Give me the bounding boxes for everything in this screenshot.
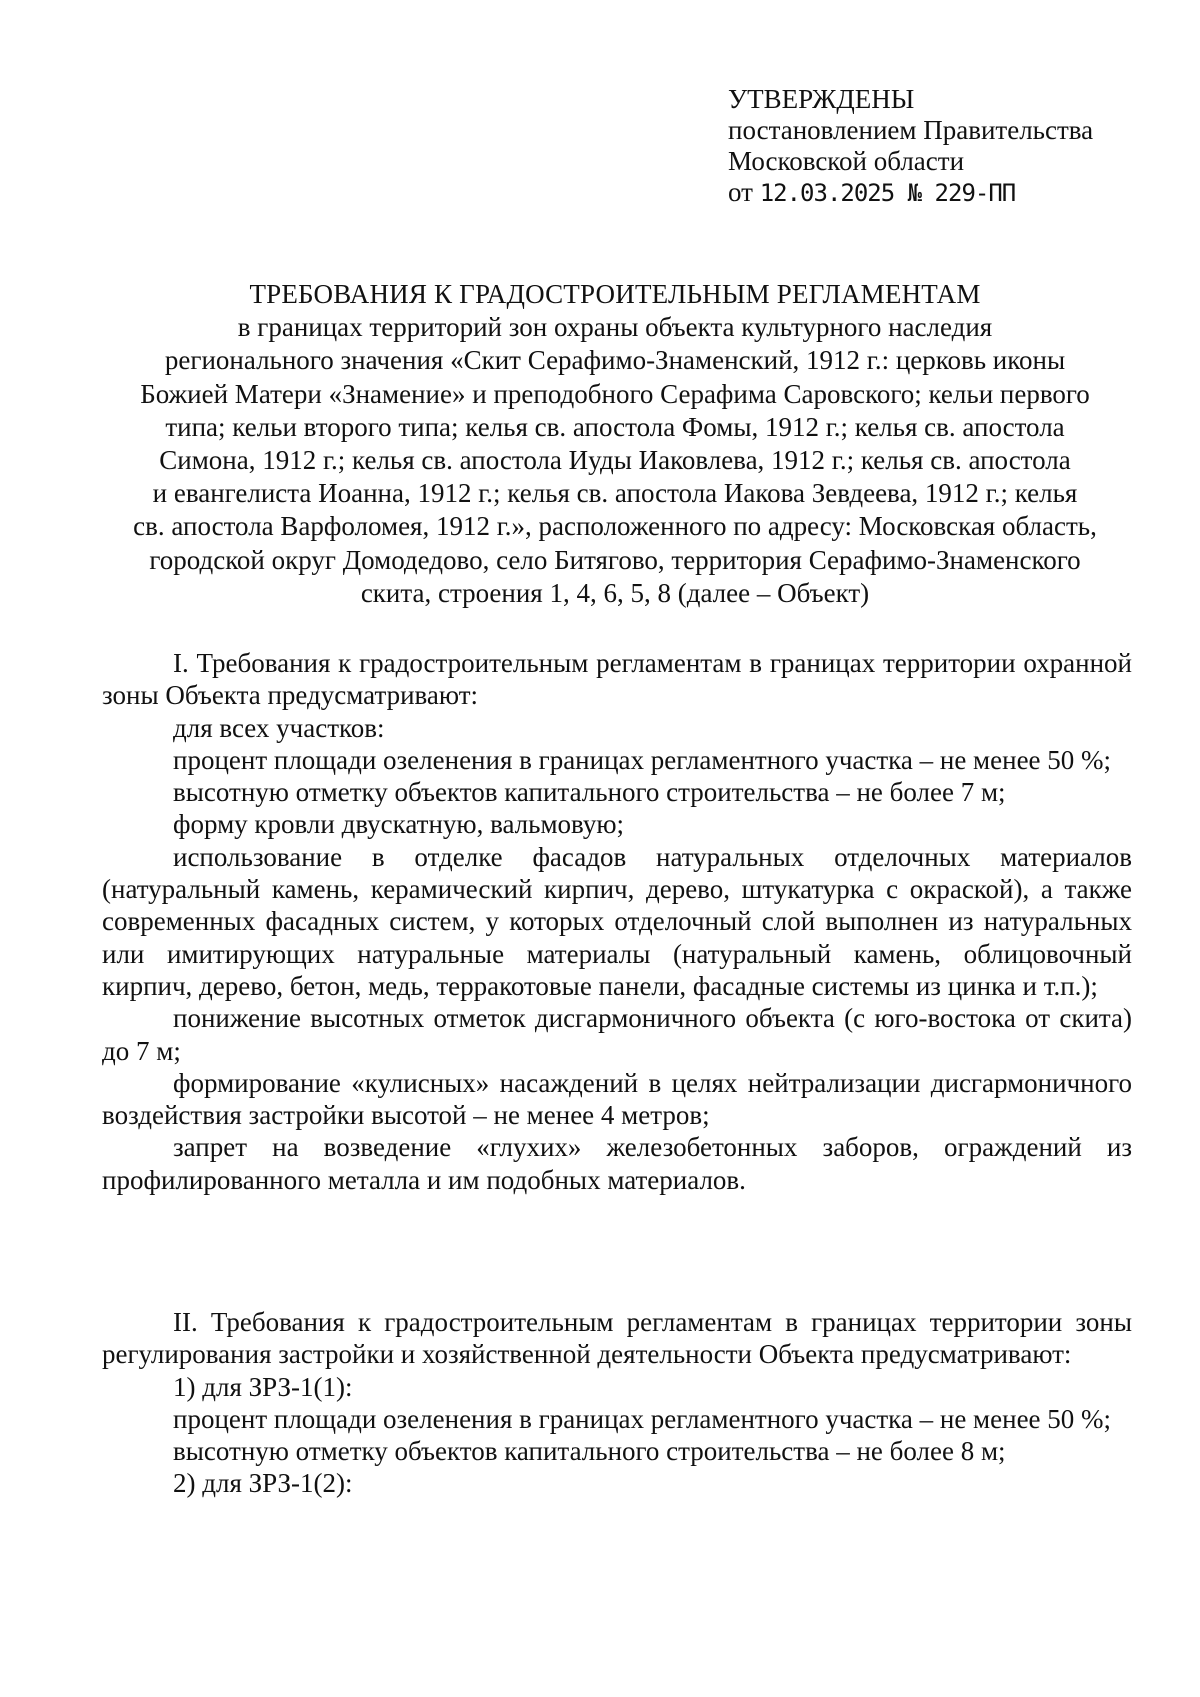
section-1 <box>102 647 1132 1196</box>
section-1-item: для всех участков: <box>173 712 385 743</box>
title-line: Симона, 1912 г.; келья св. апостола Иуды Иаковлева, 1912 г.; келья св. апостола <box>159 445 1071 476</box>
section-2-intro: II. Требования к градостроительным регламентам в границах территории зоны регулирования застройки и хозяйственной деятельности Объекта предусматривают: <box>102 1307 1132 1370</box>
approval-heading: УТВЕРЖДЕНЫ <box>728 84 915 114</box>
section-1-item: высотную отметку объектов капитального строительства – не более 7 м; <box>173 777 1006 808</box>
title-main: ТРЕБОВАНИЯ К ГРАДОСТРОИТЕЛЬНЫМ РЕГЛАМЕНТАМ <box>249 279 981 309</box>
approval-date <box>728 177 1168 209</box>
section-2-item: 1) для ЗРЗ-1(1): <box>173 1371 353 1402</box>
title-line: типа; кельи второго типа; келья св. апостола Фомы, 1912 г.; келья св. апостола <box>165 411 1065 442</box>
title-line: регионального значения «Скит Серафимо-Знаменский, 1912 г.: церковь иконы <box>164 345 1066 376</box>
title-line: и евангелиста Иоанна, 1912 г.; келья св. апостола Иакова Зевдеева, 1912 г.; келья <box>152 478 1078 509</box>
approval-line-2: Московской области <box>728 146 965 176</box>
title-line: Божией Матери «Знамение» и преподобного Серафима Саровского; кельи первого <box>140 378 1090 409</box>
section-2-item: процент площади озеленения в границах регламентного участка – не менее 50 %; <box>173 1403 1112 1434</box>
section-1-item: использование в отделке фасадов натуральных отделочных материалов (натуральный камень, керамический кирпич, дерево, штукатурка с окраской), а также современных фасадных систем, у которых отделочный слой выполнен из натуральных или имитирующих натуральные материалы (натуральный камень, облицовочный кирпич, дерево, бетон, медь, терракотовые панели, фасадные системы из цинка и т.п.); <box>102 841 1132 1001</box>
title-line: городской округ Домодедово, село Битягово, территория Серафимо-Знаменского <box>149 544 1081 575</box>
section-1-item: запрет на возведение «глухих» железобетонных заборов, ограждений из профилированного металла и им подобных материалов. <box>102 1132 1132 1195</box>
approval-date-number: 12.03.2025 № 229-ПП <box>759 179 1016 207</box>
section-2-item: 2) для ЗРЗ-1(2): <box>173 1468 353 1499</box>
section-2 <box>102 1306 1132 1500</box>
section-2-item: высотную отметку объектов капитального строительства – не более 8 м; <box>173 1436 1006 1467</box>
document-title <box>100 278 1130 610</box>
approval-line-1: постановлением Правительства <box>728 115 1094 145</box>
title-line: скита, строения 1, 4, 6, 5, 8 (далее – Объект) <box>360 577 870 608</box>
section-1-item: форму кровли двускатную, вальмовую; <box>173 809 625 840</box>
approval-stamp <box>728 84 1168 209</box>
title-line: св. апостола Варфоломея, 1912 г.», расположенного по адресу: Московская область, <box>133 511 1097 542</box>
title-line: в границах территорий зон охраны объекта культурного наследия <box>237 312 993 343</box>
section-1-item: формирование «кулисных» насаждений в целях нейтрализации дисгармоничного воздействия застройки высотой – не менее 4 метров; <box>102 1067 1132 1131</box>
section-1-intro: I. Требования к градостроительным регламентам в границах территории охранной зоны Объекта предусматривают: <box>102 648 1132 711</box>
section-1-item: понижение высотных отметок дисгармоничного объекта (с юго-востока от скита) до 7 м; <box>102 1003 1132 1066</box>
section-1-item: процент площади озеленения в границах регламентного участка – не менее 50 %; <box>173 744 1112 775</box>
approval-date-prefix: от <box>728 177 760 207</box>
